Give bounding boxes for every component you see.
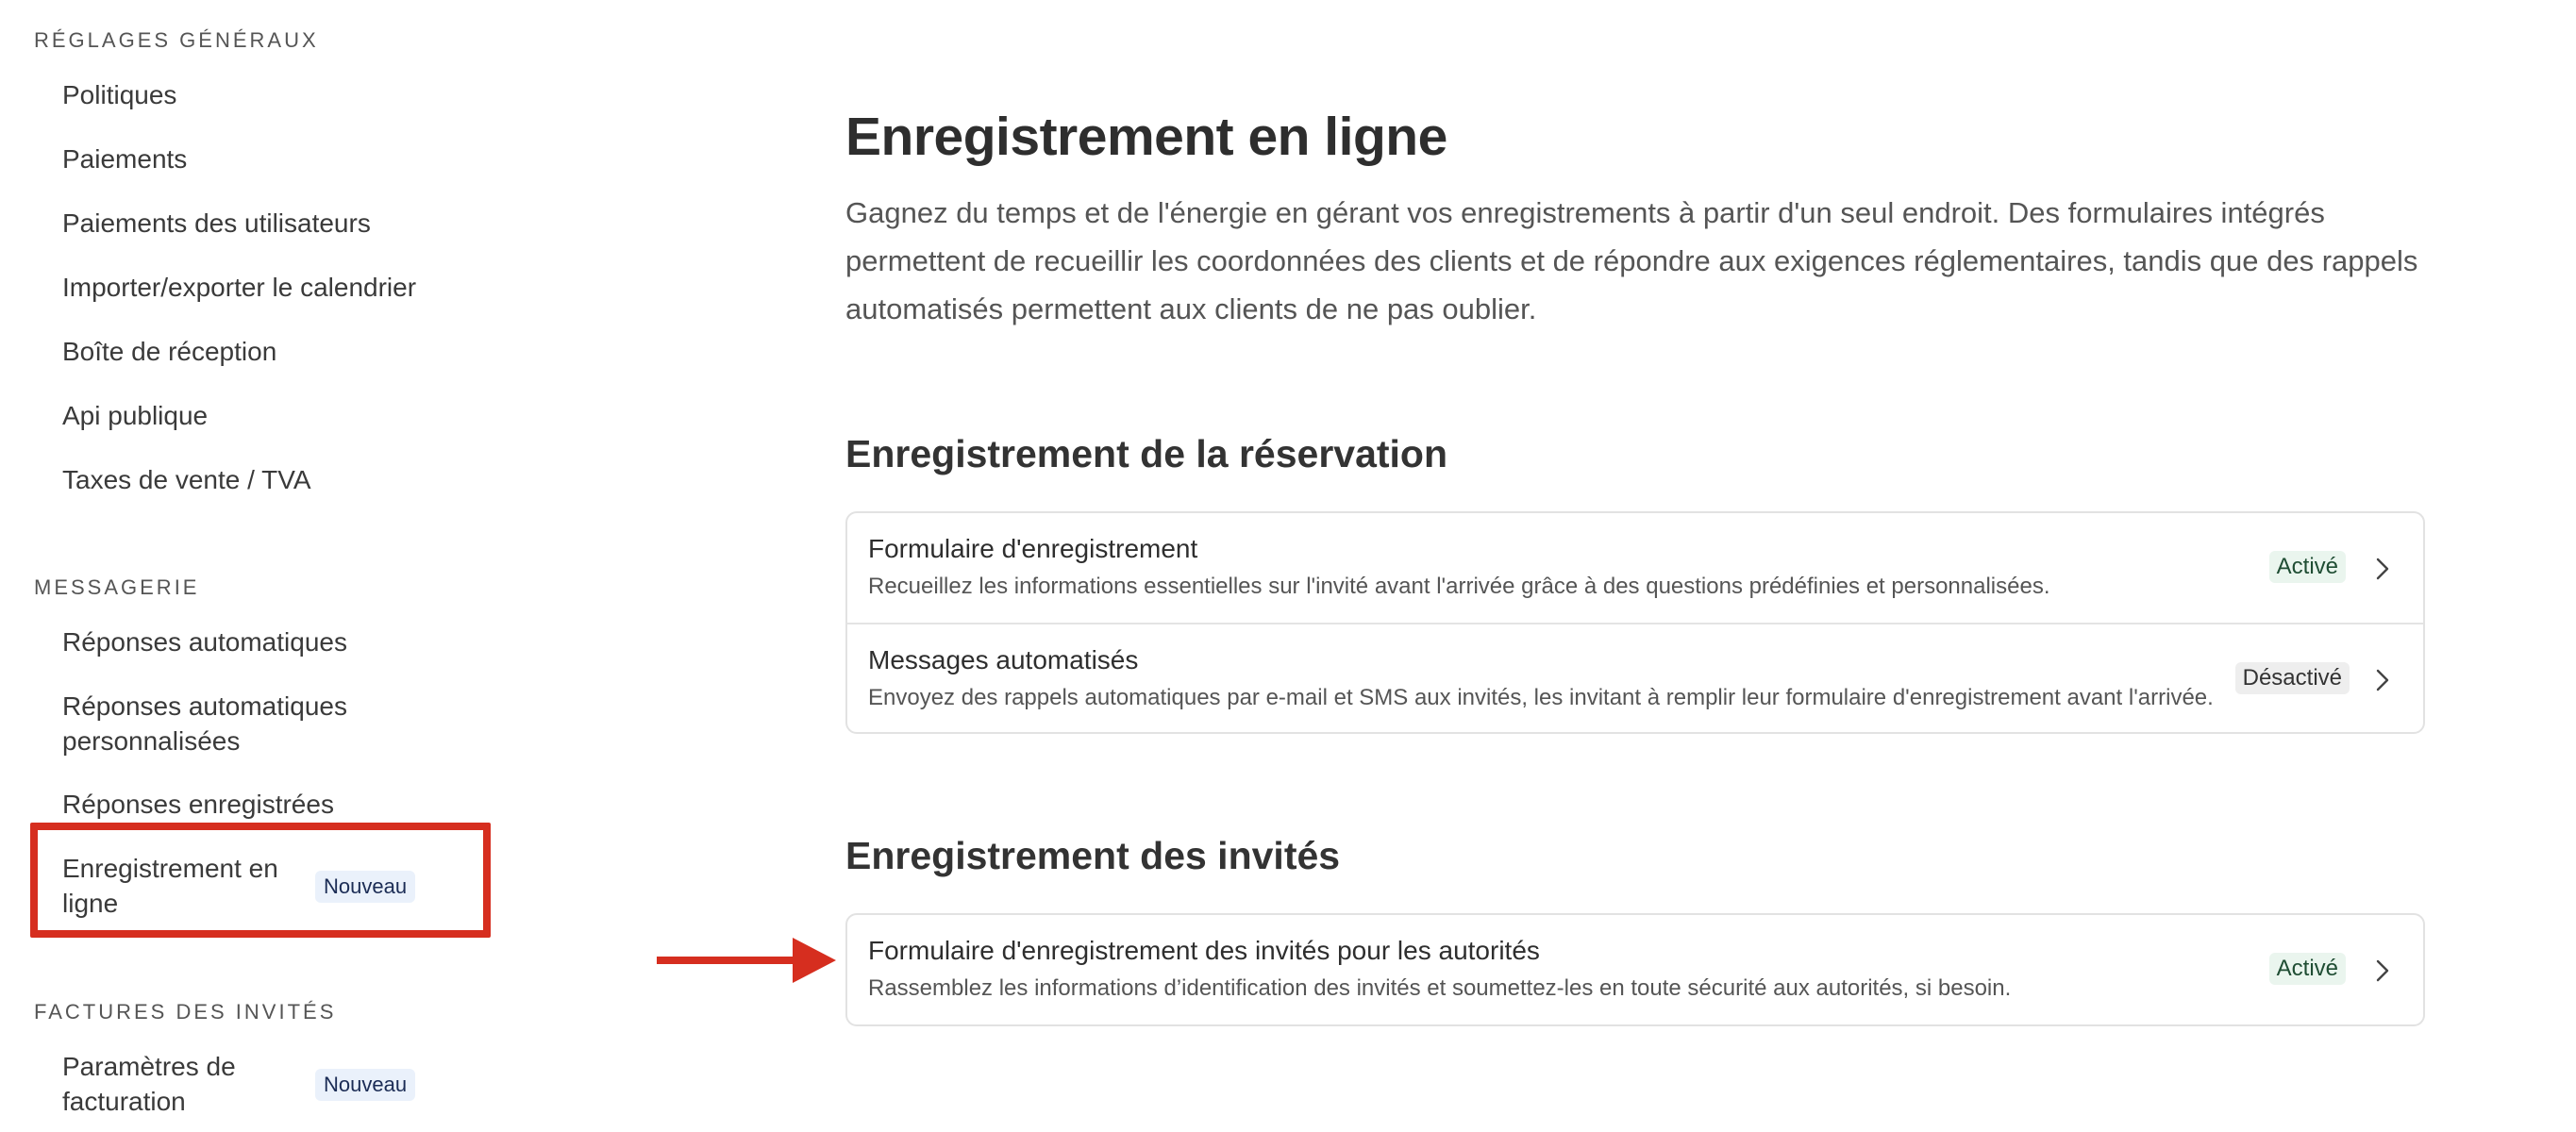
row-description: Recueillez les informations essentielles sur l'invité avant l'arrivée grâce à des questions prédéfinies et personnalisées. — [868, 574, 2050, 599]
sidebar-heading-general: RÉGLAGES GÉNÉRAUX — [34, 28, 319, 52]
page-description: Gagnez du temps et de l'énergie en gérant vos enregistrements à partir d'un seul endroit. Des formulaires intégrés permettent de recueillir les coordonnées des clients et de répondre aux exigences réglementaires, tandis que des rappels automatisés permettent aux clients de ne pas oublier. — [845, 196, 2418, 325]
row-title: Formulaire d'enregistrement des invités pour les autorités — [868, 936, 1540, 965]
row-description: Envoyez des rappels automatiques par e-mail et SMS aux invités, les invitant à remplir leur formulaire d'enregistrement avant l'arrivée. — [868, 685, 2214, 710]
section-title-reservation: Enregistrement de la réservation — [845, 432, 1448, 475]
status-badge: Désactivé — [2235, 662, 2350, 694]
sidebar-item-paiements[interactable]: Paiements — [62, 144, 188, 174]
sidebar-item-paiements-utilisateurs[interactable]: Paiements des utilisateurs — [62, 208, 371, 238]
settings-row-messages-automatises[interactable] — [847, 623, 2423, 732]
sidebar-heading-messagerie: MESSAGERIE — [34, 575, 200, 599]
settings-card-invites — [845, 913, 2425, 1026]
sidebar-item-api-publique[interactable]: Api publique — [62, 401, 209, 430]
settings-card-reservation — [845, 511, 2425, 734]
chevron-right-icon — [2374, 958, 2391, 983]
highlight-box — [30, 823, 491, 938]
sidebar-item-label: Enregistrement en ligne — [62, 854, 278, 918]
sidebar-item-parametres-facturation[interactable] — [62, 1049, 468, 1119]
settings-sidebar — [0, 0, 528, 1132]
arrow-right-icon — [651, 934, 840, 990]
settings-row-formulaire-enregistrement[interactable] — [847, 513, 2423, 623]
row-title: Formulaire d'enregistrement — [868, 534, 1198, 563]
sidebar-item-reponses-personnalisees[interactable]: Réponses automatiques personnalisées — [62, 691, 347, 756]
chevron-right-icon — [2374, 557, 2391, 581]
sidebar-item-taxes-tva[interactable]: Taxes de vente / TVA — [62, 465, 311, 494]
new-badge: Nouveau — [315, 871, 415, 903]
page-title: Enregistrement en ligne — [845, 107, 1447, 167]
row-title: Messages automatisés — [868, 645, 1139, 674]
sidebar-item-politiques[interactable]: Politiques — [62, 80, 177, 109]
new-badge: Nouveau — [315, 1069, 415, 1101]
row-description: Rassemblez les informations d’identification des invités et soumettez-les en toute sécurité aux autorités, si besoin. — [868, 975, 2012, 1001]
settings-row-formulaire-autorites[interactable] — [847, 915, 2423, 1024]
sidebar-item-boite-reception[interactable]: Boîte de réception — [62, 337, 277, 366]
section-title-invites: Enregistrement des invités — [845, 834, 1341, 877]
status-badge: Activé — [2269, 953, 2346, 985]
sidebar-item-reponses-enregistrees[interactable]: Réponses enregistrées — [62, 790, 334, 819]
sidebar-item-importer-exporter-calendrier[interactable]: Importer/exporter le calendrier — [62, 273, 417, 302]
sidebar-item-label: Paramètres de facturation — [62, 1052, 236, 1116]
sidebar-item-reponses-automatiques[interactable]: Réponses automatiques — [62, 627, 347, 657]
status-badge: Activé — [2269, 551, 2346, 583]
sidebar-heading-factures: FACTURES DES INVITÉS — [34, 1000, 337, 1024]
chevron-right-icon — [2374, 668, 2391, 692]
